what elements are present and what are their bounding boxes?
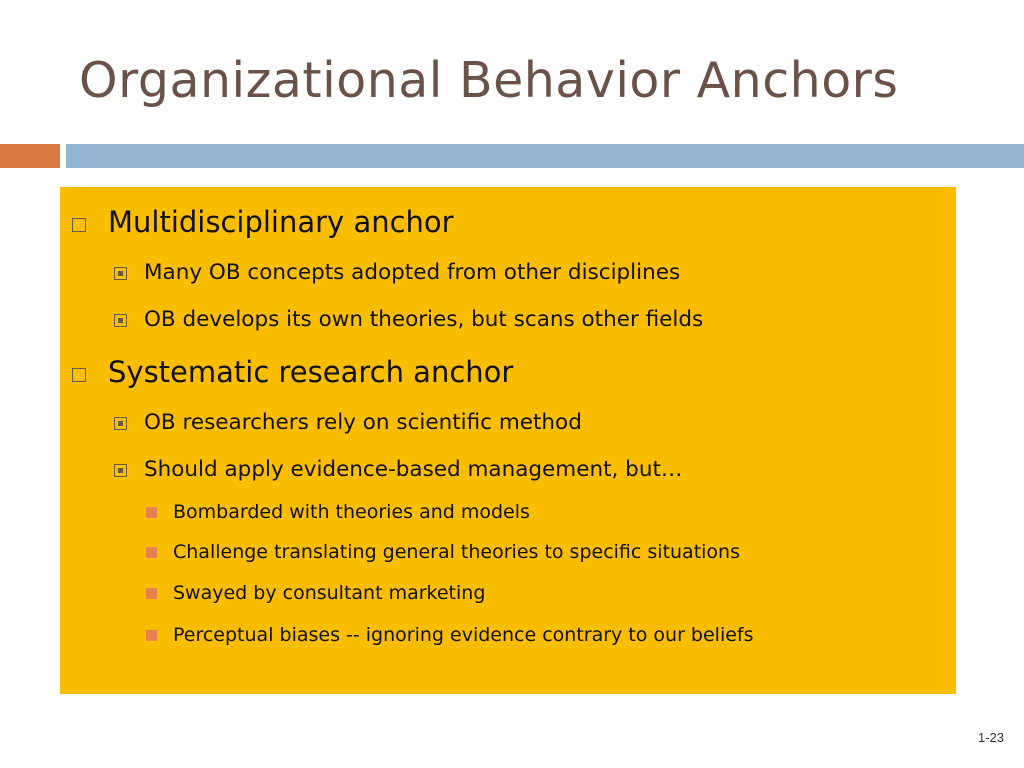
bullet-text: Multidisciplinary anchor [108,205,454,239]
accent-bar-left [0,144,60,168]
framed-square-icon [114,464,127,477]
framed-square-icon [114,267,127,280]
content-box [60,187,956,694]
slide-title: Organizational Behavior Anchors [79,52,899,109]
bullet-text: Should apply evidence-based management, but… [144,457,683,482]
bullet-text: OB develops its own theories, but scans other fields [144,307,704,332]
filled-square-icon [146,630,157,641]
bullet-text: Challenge translating general theories to specific situations [173,541,740,563]
accent-bar-right [66,144,1024,168]
bullet-text: Systematic research anchor [108,355,514,389]
framed-square-icon [114,417,127,430]
hollow-square-icon [72,368,86,382]
framed-square-icon [114,314,127,327]
bullet-text: Swayed by consultant marketing [173,582,486,604]
bullet-text: Many OB concepts adopted from other disciplines [144,260,681,285]
hollow-square-icon [72,218,86,232]
filled-square-icon [146,507,157,518]
bullet-text: Perceptual biases -- ignoring evidence contrary to our beliefs [173,624,754,646]
bullet-text: Bombarded with theories and models [173,501,530,523]
filled-square-icon [146,588,157,599]
slide-number: 1-23 [977,730,1004,745]
bullet-text: OB researchers rely on scientific method [144,410,582,435]
filled-square-icon [146,547,157,558]
